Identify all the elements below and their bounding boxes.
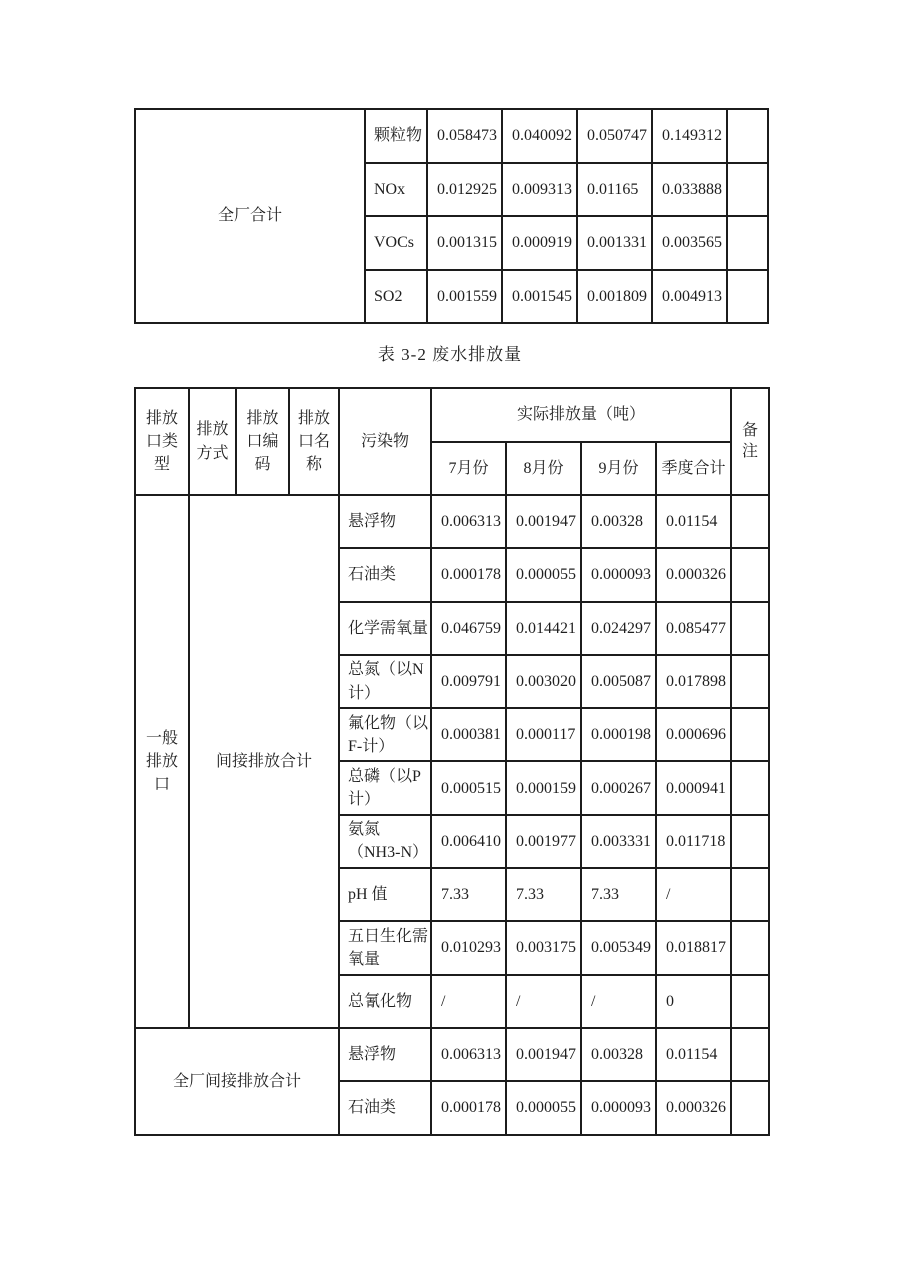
value-cell-quarter: /	[656, 868, 731, 921]
note-cell	[727, 163, 768, 217]
value-cell-sep: 7.33	[581, 868, 656, 921]
pollutant-cell: 悬浮物	[339, 495, 431, 548]
value-cell-quarter: 0.01154	[656, 1028, 731, 1081]
value-cell-jul: 0.006410	[431, 815, 506, 868]
table-row	[135, 109, 768, 163]
value-cell-jul: 0.001315	[427, 216, 502, 270]
value-cell-aug: 7.33	[506, 868, 581, 921]
note-cell	[731, 868, 769, 921]
table-caption: 表 3-2 废水排放量	[377, 345, 523, 364]
value-cell-sep: 0.00328	[581, 495, 656, 548]
value-cell-jul: /	[431, 975, 506, 1028]
value-cell-aug: 0.014421	[506, 602, 581, 655]
indirect-total-cell: 间接排放合计	[189, 495, 339, 1028]
value-cell-jul: 7.33	[431, 868, 506, 921]
value-cell-quarter: 0.000326	[656, 548, 731, 601]
value-cell-quarter: 0.000941	[656, 761, 731, 814]
note-cell	[731, 495, 769, 548]
header-quarter-total: 季度合计	[656, 442, 731, 495]
value-cell-aug: /	[506, 975, 581, 1028]
value-cell-sep: 0.003331	[581, 815, 656, 868]
note-cell	[731, 548, 769, 601]
value-cell-quarter: 0.033888	[652, 163, 727, 217]
value-cell-aug: 0.000055	[506, 548, 581, 601]
pollutant-cell: 总磷（以P计）	[339, 761, 431, 814]
pollutant-cell: VOCs	[365, 216, 427, 270]
value-cell-aug: 0.001977	[506, 815, 581, 868]
value-cell-sep: 0.005349	[581, 921, 656, 974]
value-cell-jul: 0.001559	[427, 270, 502, 324]
note-cell	[727, 216, 768, 270]
value-cell-sep: 0.050747	[577, 109, 652, 163]
note-cell	[727, 109, 768, 163]
header-pollutant: 污染物	[339, 388, 431, 495]
value-cell-jul: 0.046759	[431, 602, 506, 655]
value-cell-sep: 0.024297	[581, 602, 656, 655]
value-cell-sep: 0.001331	[577, 216, 652, 270]
note-cell	[731, 1028, 769, 1081]
value-cell-sep: 0.01165	[577, 163, 652, 217]
value-cell-aug: 0.001545	[502, 270, 577, 324]
outlet-type-cell: 一般排放口	[135, 495, 189, 1028]
plant-total-label-cell: 全厂合计	[135, 109, 365, 323]
value-cell-sep: 0.000267	[581, 761, 656, 814]
header-actual-amount: 实际排放量（吨）	[431, 388, 731, 442]
value-cell-quarter: 0.085477	[656, 602, 731, 655]
value-cell-sep: 0.00328	[581, 1028, 656, 1081]
header-outlet-name: 排放口名称	[289, 388, 339, 495]
value-cell-quarter: 0.149312	[652, 109, 727, 163]
value-cell-quarter: 0.004913	[652, 270, 727, 324]
value-cell-jul: 0.000178	[431, 1081, 506, 1134]
header-discharge-mode: 排放方式	[189, 388, 236, 495]
air-emission-total-table	[134, 108, 769, 324]
value-cell-quarter: 0.01154	[656, 495, 731, 548]
header-september: 9月份	[581, 442, 656, 495]
pollutant-cell: 颗粒物	[365, 109, 427, 163]
header-july: 7月份	[431, 442, 506, 495]
value-cell-quarter: 0.003565	[652, 216, 727, 270]
value-cell-aug: 0.003175	[506, 921, 581, 974]
pollutant-cell: 氨氮（NH3-N）	[339, 815, 431, 868]
pollutant-cell: SO2	[365, 270, 427, 324]
value-cell-sep: 0.000198	[581, 708, 656, 761]
value-cell-aug: 0.009313	[502, 163, 577, 217]
pollutant-cell: 石油类	[339, 548, 431, 601]
value-cell-aug: 0.000919	[502, 216, 577, 270]
note-cell	[731, 921, 769, 974]
value-cell-jul: 0.000515	[431, 761, 506, 814]
value-cell-aug: 0.000117	[506, 708, 581, 761]
pollutant-cell: 五日生化需氧量	[339, 921, 431, 974]
value-cell-jul: 0.009791	[431, 655, 506, 708]
value-cell-jul: 0.006313	[431, 1028, 506, 1081]
value-cell-jul: 0.010293	[431, 921, 506, 974]
value-cell-sep: 0.000093	[581, 548, 656, 601]
pollutant-cell: 石油类	[339, 1081, 431, 1134]
value-cell-aug: 0.000055	[506, 1081, 581, 1134]
note-cell	[731, 1081, 769, 1134]
value-cell-quarter: 0.018817	[656, 921, 731, 974]
header-august: 8月份	[506, 442, 581, 495]
value-cell-jul: 0.058473	[427, 109, 502, 163]
note-cell	[731, 655, 769, 708]
plant-indirect-total-cell: 全厂间接排放合计	[135, 1028, 339, 1135]
header-outlet-code: 排放口编码	[236, 388, 289, 495]
header-outlet-type: 排放口类型	[135, 388, 189, 495]
value-cell-jul: 0.000381	[431, 708, 506, 761]
pollutant-cell: 化学需氧量	[339, 602, 431, 655]
value-cell-quarter: 0.017898	[656, 655, 731, 708]
note-cell	[731, 815, 769, 868]
value-cell-aug: 0.003020	[506, 655, 581, 708]
value-cell-sep: /	[581, 975, 656, 1028]
header-note: 备注	[731, 388, 769, 495]
pollutant-cell: 总氮（以N计）	[339, 655, 431, 708]
note-cell	[731, 602, 769, 655]
pollutant-cell: pH 值	[339, 868, 431, 921]
value-cell-jul: 0.006313	[431, 495, 506, 548]
value-cell-aug: 0.000159	[506, 761, 581, 814]
note-cell	[731, 708, 769, 761]
pollutant-cell: NOx	[365, 163, 427, 217]
note-cell	[731, 761, 769, 814]
value-cell-quarter: 0	[656, 975, 731, 1028]
pollutant-cell: 悬浮物	[339, 1028, 431, 1081]
note-cell	[727, 270, 768, 324]
value-cell-jul: 0.012925	[427, 163, 502, 217]
value-cell-quarter: 0.000696	[656, 708, 731, 761]
value-cell-aug: 0.040092	[502, 109, 577, 163]
table-row	[135, 1028, 769, 1081]
value-cell-aug: 0.001947	[506, 495, 581, 548]
value-cell-jul: 0.000178	[431, 548, 506, 601]
table-row	[135, 495, 769, 548]
header-row	[135, 388, 769, 442]
value-cell-aug: 0.001947	[506, 1028, 581, 1081]
value-cell-sep: 0.005087	[581, 655, 656, 708]
note-cell	[731, 975, 769, 1028]
value-cell-sep: 0.001809	[577, 270, 652, 324]
value-cell-quarter: 0.000326	[656, 1081, 731, 1134]
value-cell-quarter: 0.011718	[656, 815, 731, 868]
value-cell-sep: 0.000093	[581, 1081, 656, 1134]
pollutant-cell: 总氰化物	[339, 975, 431, 1028]
pollutant-cell: 氟化物（以F-计）	[339, 708, 431, 761]
wastewater-discharge-table	[134, 387, 770, 1136]
